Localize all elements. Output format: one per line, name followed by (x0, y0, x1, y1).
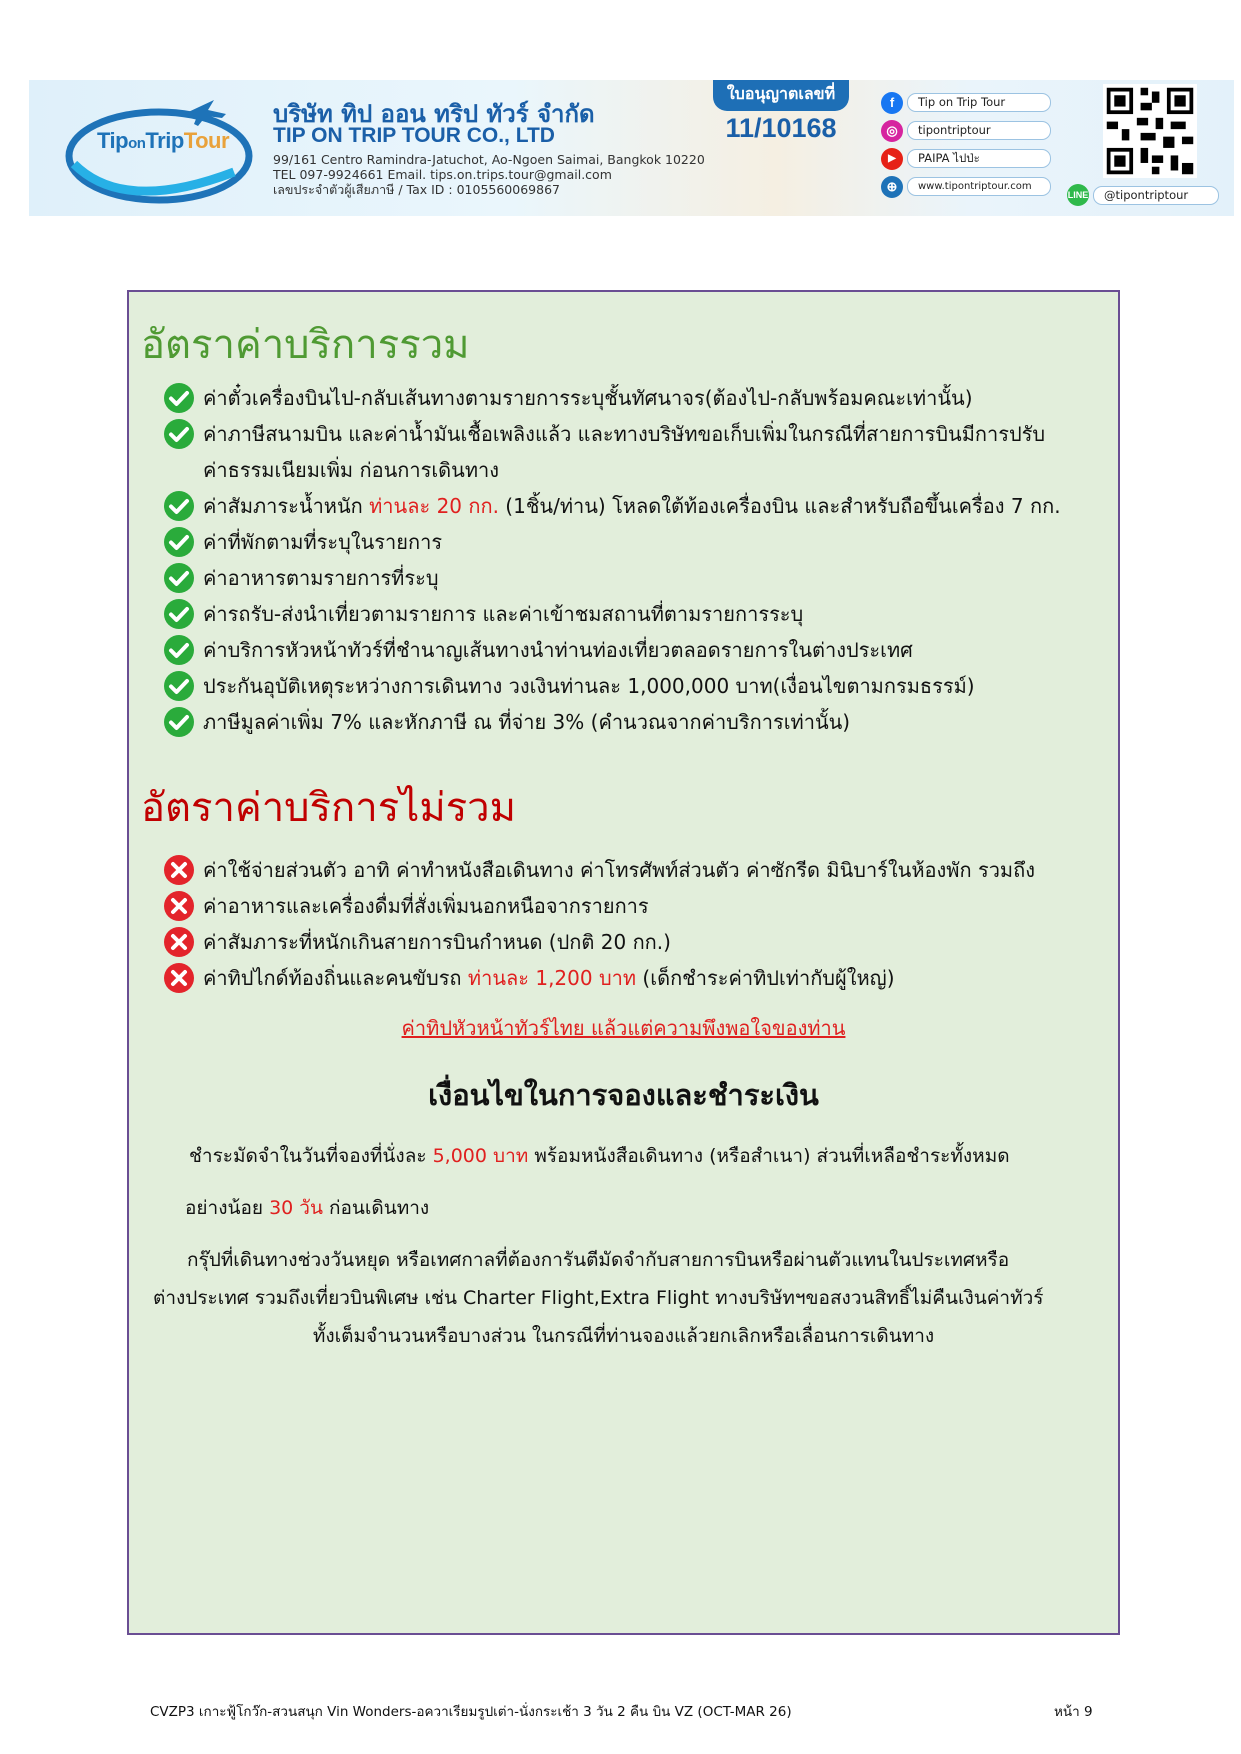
qr-code-icon[interactable] (1103, 84, 1197, 178)
social-label: @tipontriptour (1093, 186, 1219, 205)
service-info-panel (127, 290, 1120, 1635)
social-label: tipontriptour (907, 121, 1051, 140)
deposit-amount-highlight: 5,000 บาท (432, 1145, 529, 1167)
license-label: ใบอนุญาตเลขที่ (713, 80, 849, 111)
included-item (163, 596, 803, 632)
cross-circle-icon (163, 890, 195, 922)
included-item-text: ค่าบริการหัวหน้าทัวร์ที่ชำนาญเส้นทางนำท่านท่องเที่ยวตลอดรายการในต่างประเทศ (203, 638, 913, 662)
social-line[interactable] (1067, 184, 1219, 206)
excluded-item (163, 852, 1035, 888)
excluded-item-text: ค่าอาหารและเครื่องดื่มที่สั่งเพิ่มนอกหนือจากรายการ (203, 894, 649, 918)
cross-circle-icon (163, 854, 195, 886)
included-item-text: ประกันอุบัติเหตุระหว่างการเดินทาง วงเงินท่านละ 1,000,000 บาท(เงื่อนไขตามกรมธรรม์) (203, 674, 975, 698)
guide-tip-highlight: ท่านละ 1,200 บาท (467, 966, 637, 990)
included-heading: อัตราค่าบริการรวม (141, 322, 470, 368)
included-item-text: ค่าสัมภาระน้ำหนัก ท่านละ 20 กก. (1ชิ้น/ท่าน) โหลดใต้ท้องเครื่องบิน และสำหรับถือขึ้นเครื่อง 7 กก. (203, 494, 1061, 518)
check-circle-icon (163, 418, 195, 450)
social-website[interactable] (881, 176, 1061, 197)
conditions-title: เงื่อนไขในการจองและชำระเงิน (428, 1078, 819, 1112)
header-banner (29, 80, 1234, 216)
excluded-item-text: ค่าสัมภาระที่หนักเกินสายการบินกำหนด (ปกติ 20 กก.) (203, 930, 671, 954)
included-item (163, 380, 973, 416)
deposit-condition: ชำระมัดจำในวันที่จองที่นั่งละ 5,000 บาท พร้อมหนังสือเดินทาง (หรือสำเนา) ส่วนที่เหลือชำระทั้งหมด (189, 1145, 1010, 1167)
check-circle-icon (163, 634, 195, 666)
check-circle-icon (163, 490, 195, 522)
check-circle-icon (163, 526, 195, 558)
cross-circle-icon (163, 962, 195, 994)
footer-page-number: หน้า 9 (1054, 1704, 1093, 1720)
license-number: 11/10168 (725, 113, 837, 143)
check-circle-icon (163, 706, 195, 738)
instagram-icon: ◎ (881, 120, 903, 142)
company-tax-id: เลขประจำตัวผู้เสียภาษี / Tax ID : 0105560069867 (273, 182, 560, 197)
included-item-text: ค่าตั๋วเครื่องบินไป-กลับเส้นทางตามรายการระบุชั้นทัศนาจร(ต้องไป-กลับพร้อมคณะเท่านั้น) (203, 386, 973, 410)
website-icon: ⊕ (881, 176, 903, 198)
tour-leader-tip-note: ค่าทิปหัวหน้าทัวร์ไทย แล้วแต่ความพึงพอใจของท่าน (401, 1016, 846, 1040)
company-info (273, 152, 705, 197)
included-item (163, 416, 1045, 488)
line-icon: LINE (1067, 184, 1089, 206)
company-address: 99/161 Centro Ramindra-Jatuchot, Ao-Ngoen Saimai, Bangkok 10220 (273, 152, 705, 167)
group-condition-line: กรุ๊ปที่เดินทางช่วงวันหยุด หรือเทศกาลที่ต้องการันตีมัดจำกับสายการบินหรือผ่านตัวแทนในประเทศหรือ (187, 1249, 1010, 1271)
company-logo: TiponTripTour (97, 128, 230, 153)
social-instagram[interactable] (881, 120, 1061, 141)
excluded-heading: อัตราค่าบริการไม่รวม (141, 785, 516, 831)
included-item-text: ค่าอาหารตามรายการที่ระบุ (203, 566, 439, 590)
check-circle-icon (163, 670, 195, 702)
social-label: PAIPA ไปป่ะ (907, 149, 1051, 168)
social-label: Tip on Trip Tour (907, 93, 1051, 112)
baggage-allowance-highlight: ท่านละ 20 กก. (369, 494, 499, 518)
license-box (701, 80, 861, 144)
excluded-item (163, 888, 649, 924)
social-youtube[interactable] (881, 148, 1061, 169)
company-name-english: TIP ON TRIP TOUR CO., LTD (273, 124, 555, 147)
included-item (163, 524, 442, 560)
excluded-item (163, 924, 671, 960)
included-item (163, 632, 913, 668)
check-circle-icon (163, 382, 195, 414)
check-circle-icon (163, 562, 195, 594)
company-contact: TEL 097-9924661 Email. tips.on.trips.tour@gmail.com (273, 167, 612, 182)
included-item-text: ค่าภาษีสนามบิน และค่าน้ำมันเชื้อเพลิงแล้ว และทางบริษัทขอเก็บเพิ่มในกรณีที่สายการบินมีการปรับ ค่าธรรมเนียมเพิ่ม ก่อนการเดินทาง (203, 422, 1046, 482)
included-item (163, 560, 439, 596)
excluded-item (163, 960, 895, 996)
group-condition-line: ทั้งเต็มจำนวนหรือบางส่วน ในกรณีที่ท่านจองแล้วยกเลิกหรือเลื่อนการเดินทาง (312, 1325, 935, 1347)
cross-circle-icon (163, 926, 195, 958)
footer-program-name: CVZP3 เกาะฟู้โกว๊ก-สวนสนุก Vin Wonders-อควาเรียมรูปเต่า-นั่งกระเช้า 3 วัน 2 คืน บิน VZ (OCT-MAR 26) (150, 1704, 792, 1720)
included-item (163, 668, 975, 704)
social-links (881, 92, 1061, 204)
excluded-item-text: ค่าใช้จ่ายส่วนตัว อาทิ ค่าทำหนังสือเดินทาง ค่าโทรศัพท์ส่วนตัว ค่าซักรีด มินิบาร์ในห้องพัก รวมถึง (203, 858, 1035, 882)
included-item-text: ภาษีมูลค่าเพิ่ม 7% และหักภาษี ณ ที่จ่าย 3% (คำนวณจากค่าบริการเท่านั้น) (203, 710, 851, 734)
balance-condition: อย่างน้อย 30 วัน ก่อนเดินทาง (185, 1197, 430, 1219)
included-item (163, 488, 1061, 524)
included-item (163, 704, 850, 740)
social-label: www.tipontriptour.com (907, 177, 1051, 196)
group-condition-line: ต่างประเทศ รวมถึงเที่ยวบินพิเศษ เช่น Charter Flight,Extra Flight ทางบริษัทฯขอสงวนสิทธิ์ไม่คืนเงินค่าทัวร์ (153, 1287, 1044, 1309)
excluded-item-text: ค่าทิปไกด์ท้องถิ่นและคนขับรถ ท่านละ 1,200 บาท (เด็กชำระค่าทิปเท่ากับผู้ใหญ่) (203, 966, 895, 990)
included-item-text: ค่าที่พักตามที่ระบุในรายการ (203, 530, 443, 554)
included-item-text: ค่ารถรับ-ส่งนำเที่ยวตามรายการ และค่าเข้าชมสถานที่ตามรายการระบุ (203, 602, 804, 626)
company-name-thai: บริษัท ทิป ออน ทริป ทัวร์ จำกัด (273, 100, 595, 128)
check-circle-icon (163, 598, 195, 630)
facebook-icon: f (881, 92, 903, 114)
youtube-icon: ▶ (881, 148, 903, 170)
balance-days-highlight: 30 วัน (269, 1197, 323, 1219)
social-facebook[interactable] (881, 92, 1061, 113)
